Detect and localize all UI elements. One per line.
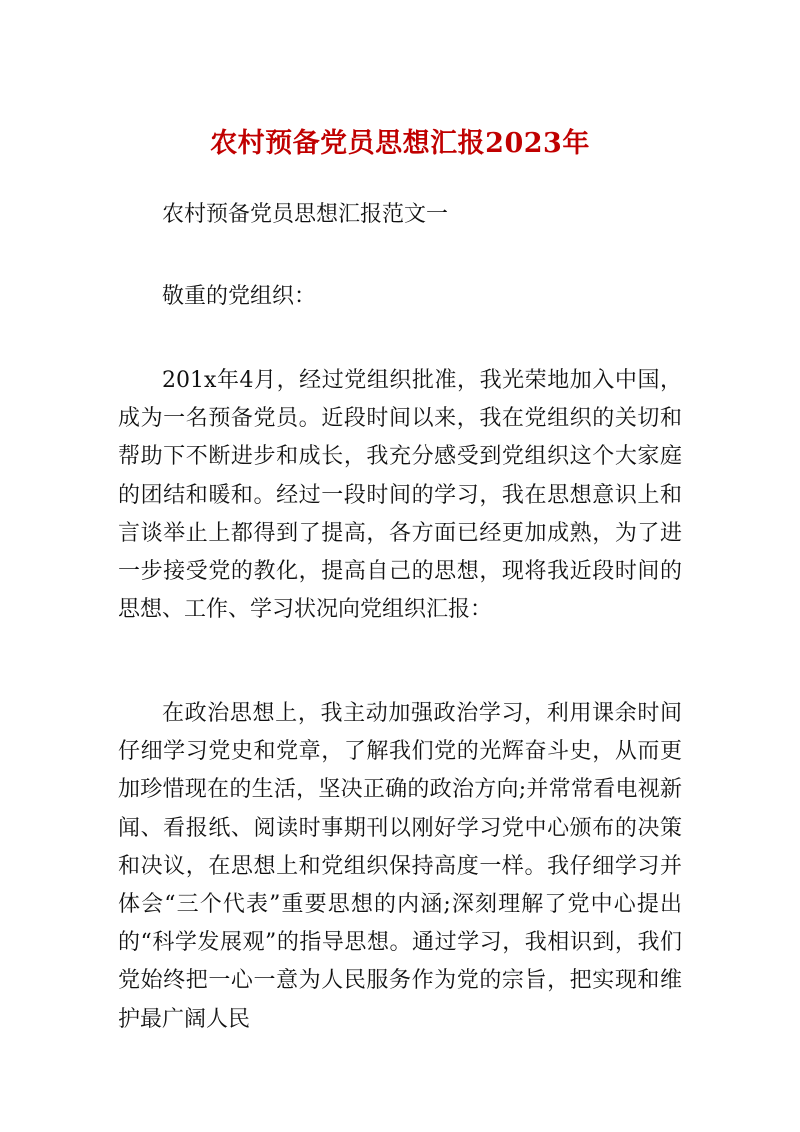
body-paragraph-intro: 201x年4月，经过党组织批准，我光荣地加入中国，成为一名预备党员。近段时间以来，我在党组织的关切和帮助下不断进步和成长，我充分感受到党组织这个大家庭的团结和暖和。经过一段时间的学习，我在思想意识上和言谈举止上都得到了提高，各方面已经更加成熟，为了进一步接受党的教化，提高自己的思想，现将我近段时间的思想、工作、学习状况向党组织汇报： [118,368,682,623]
subtitle-paragraph: 农村预备党员思想汇报范文一 [162,202,449,227]
document-title: 农村预备党员思想汇报2023年 [210,128,590,159]
salutation-paragraph: 敬重的党组织： [162,284,317,309]
body-paragraph-politics: 在政治思想上，我主动加强政治学习，利用课余时间仔细学习党史和党章，了解我们党的光辉奋斗史，从而更加珍惜现在的生活，坚决正确的政治方向;并常常看电视新闻、看报纸、阅读时事期刊以刚好学习党中心颁布的决策和决议，在思想上和党组织保持高度一样。我仔细学习并体会“三个代表”重要思想的内涵;深刻理解了党中心提出的“科学发展观”的指导思想。通过学习，我相识到，我们党始终把一心一意为人民服务作为党的宗旨，把实现和维护最广阔人民 [118,701,682,1032]
